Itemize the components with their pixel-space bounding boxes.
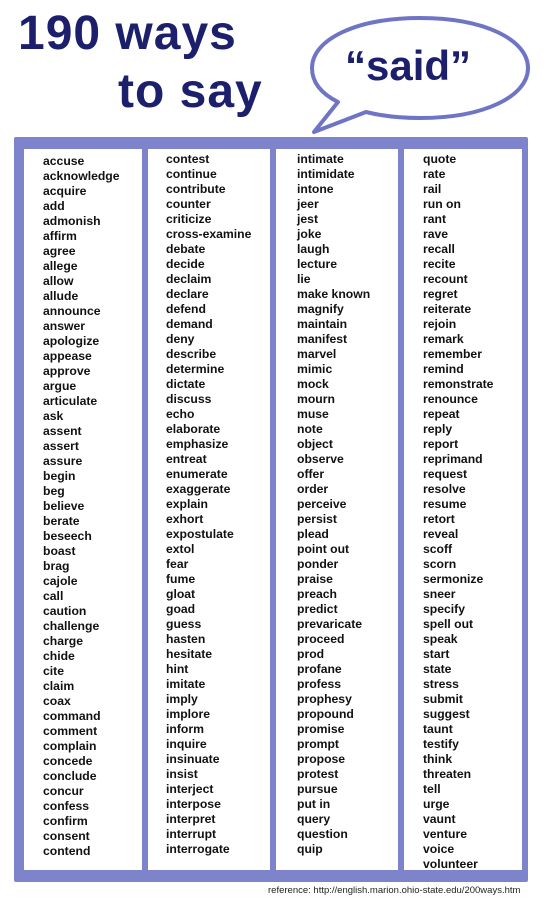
word-item: boast: [43, 544, 76, 558]
title-line-2: to say: [118, 65, 263, 118]
word-item: guess: [166, 617, 202, 631]
word-item: propose: [297, 752, 346, 766]
word-item: interject: [166, 782, 214, 796]
word-item: remark: [423, 332, 464, 346]
word-item: prophesy: [297, 692, 352, 706]
word-item: speak: [423, 632, 458, 646]
word-item: preach: [297, 587, 337, 601]
word-item: think: [423, 752, 453, 766]
word-item: imitate: [166, 677, 206, 691]
word-item: offer: [297, 467, 325, 481]
word-item: articulate: [43, 394, 98, 408]
word-item: hint: [166, 662, 189, 676]
word-item: comment: [43, 724, 98, 738]
word-item: observe: [297, 452, 344, 466]
word-item: suggest: [423, 707, 470, 721]
word-item: declaim: [166, 272, 212, 286]
word-item: contend: [43, 844, 91, 858]
word-item: remonstrate: [423, 377, 494, 391]
word-item: specify: [423, 602, 466, 616]
word-item: intimidate: [297, 167, 355, 181]
word-item: ask: [43, 409, 64, 423]
word-item: brag: [43, 559, 70, 573]
word-item: chide: [43, 649, 75, 663]
word-item: muse: [297, 407, 329, 421]
word-item: jeer: [297, 197, 319, 211]
word-item: remember: [423, 347, 482, 361]
word-item: hesitate: [166, 647, 213, 661]
word-item: add: [43, 199, 65, 213]
word-item: retort: [423, 512, 455, 526]
word-item: recount: [423, 272, 468, 286]
word-item: rate: [423, 167, 446, 181]
word-item: allude: [43, 289, 79, 303]
word-item: praise: [297, 572, 333, 586]
word-column-4: [404, 149, 522, 870]
word-item: gloat: [166, 587, 196, 601]
word-item: remind: [423, 362, 464, 376]
word-item: taunt: [423, 722, 453, 736]
word-item: mimic: [297, 362, 333, 376]
word-item: elaborate: [166, 422, 221, 436]
word-item: make known: [297, 287, 371, 301]
word-item: prod: [297, 647, 325, 661]
word-item: assure: [43, 454, 83, 468]
word-item: perceive: [297, 497, 347, 511]
word-item: expostulate: [166, 527, 234, 541]
word-item: venture: [423, 827, 468, 841]
word-item: beg: [43, 484, 65, 498]
word-item: resolve: [423, 482, 466, 496]
word-column-3: [276, 149, 398, 870]
word-item: joke: [297, 227, 322, 241]
word-item: intimate: [297, 152, 344, 166]
word-item: criticize: [166, 212, 212, 226]
word-item: regret: [423, 287, 458, 301]
word-item: manifest: [297, 332, 348, 346]
page-title: [18, 8, 263, 118]
word-item: protest: [297, 767, 339, 781]
word-item: propound: [297, 707, 354, 721]
word-item: begin: [43, 469, 76, 483]
word-item: recall: [423, 242, 455, 256]
word-item: confess: [43, 799, 90, 813]
word-item: announce: [43, 304, 101, 318]
word-item: promise: [297, 722, 345, 736]
word-item: insinuate: [166, 752, 220, 766]
word-item: contribute: [166, 182, 226, 196]
word-item: acquire: [43, 184, 87, 198]
bubble-text: “said”: [345, 42, 472, 89]
word-item: reprimand: [423, 452, 483, 466]
word-item: vaunt: [423, 812, 456, 826]
word-item: profane: [297, 662, 342, 676]
word-item: exaggerate: [166, 482, 231, 496]
word-item: marvel: [297, 347, 337, 361]
word-item: query: [297, 812, 331, 826]
word-item: call: [43, 589, 64, 603]
word-item: ponder: [297, 557, 339, 571]
word-item: scoff: [423, 542, 453, 556]
word-item: repeat: [423, 407, 460, 421]
word-item: intone: [297, 182, 334, 196]
word-item: rejoin: [423, 317, 457, 331]
word-item: point out: [297, 542, 350, 556]
title-line-1: 190 ways: [18, 7, 237, 60]
word-item: command: [43, 709, 101, 723]
word-item: fume: [166, 572, 196, 586]
word-item: spell out: [423, 617, 474, 631]
word-item: maintain: [297, 317, 348, 331]
word-item: apologize: [43, 334, 100, 348]
word-item: recite: [423, 257, 456, 271]
word-item: claim: [43, 679, 75, 693]
word-item: inform: [166, 722, 204, 736]
word-item: volunteer: [423, 857, 478, 871]
word-item: rant: [423, 212, 447, 226]
word-item: note: [297, 422, 323, 436]
word-item: reveal: [423, 527, 459, 541]
word-item: beseech: [43, 529, 92, 543]
word-item: declare: [166, 287, 209, 301]
word-item: mock: [297, 377, 329, 391]
word-item: mourn: [297, 392, 335, 406]
word-item: goad: [166, 602, 196, 616]
word-item: cajole: [43, 574, 78, 588]
word-item: profess: [297, 677, 342, 691]
word-item: imply: [166, 692, 198, 706]
word-item: admonish: [43, 214, 101, 228]
word-item: debate: [166, 242, 206, 256]
word-item: interrogate: [166, 842, 230, 856]
word-item: persist: [297, 512, 337, 526]
word-item: assent: [43, 424, 82, 438]
word-item: coax: [43, 694, 71, 708]
word-item: concur: [43, 784, 84, 798]
word-item: continue: [166, 167, 217, 181]
word-item: urge: [423, 797, 450, 811]
word-item: rave: [423, 227, 449, 241]
word-item: tell: [423, 782, 441, 796]
word-item: complain: [43, 739, 97, 753]
word-item: answer: [43, 319, 86, 333]
word-item: start: [423, 647, 450, 661]
word-item: berate: [43, 514, 80, 528]
word-item: renounce: [423, 392, 478, 406]
word-item: proceed: [297, 632, 345, 646]
word-item: magnify: [297, 302, 344, 316]
word-item: pursue: [297, 782, 338, 796]
word-item: discuss: [166, 392, 212, 406]
word-item: quote: [423, 152, 457, 166]
word-item: object: [297, 437, 333, 451]
word-item: enumerate: [166, 467, 228, 481]
word-item: conclude: [43, 769, 97, 783]
word-item: voice: [423, 842, 455, 856]
word-item: echo: [166, 407, 195, 421]
word-item: sneer: [423, 587, 456, 601]
word-item: hasten: [166, 632, 206, 646]
word-item: inquire: [166, 737, 207, 751]
word-item: lie: [297, 272, 311, 286]
word-item: determine: [166, 362, 225, 376]
word-item: threaten: [423, 767, 472, 781]
word-item: interpose: [166, 797, 221, 811]
word-item: appease: [43, 349, 92, 363]
word-item: allow: [43, 274, 74, 288]
word-item: allege: [43, 259, 78, 273]
word-item: extol: [166, 542, 195, 556]
word-column-2: [148, 149, 270, 870]
word-item: decide: [166, 257, 205, 271]
word-item: resume: [423, 497, 467, 511]
word-item: stress: [423, 677, 459, 691]
word-item: assert: [43, 439, 79, 453]
word-item: approve: [43, 364, 91, 378]
word-item: predict: [297, 602, 338, 616]
word-item: sermonize: [423, 572, 484, 586]
word-item: quip: [297, 842, 323, 856]
word-item: plead: [297, 527, 329, 541]
word-item: order: [297, 482, 329, 496]
word-item: exhort: [166, 512, 204, 526]
word-item: laugh: [297, 242, 330, 256]
word-item: cross-examine: [166, 227, 252, 241]
word-item: submit: [423, 692, 463, 706]
word-item: prevaricate: [297, 617, 363, 631]
word-item: acknowledge: [43, 169, 120, 183]
word-item: entreat: [166, 452, 207, 466]
word-item: report: [423, 437, 459, 451]
word-item: explain: [166, 497, 208, 511]
word-item: emphasize: [166, 437, 229, 451]
word-item: describe: [166, 347, 217, 361]
word-item: argue: [43, 379, 77, 393]
word-item: confirm: [43, 814, 88, 828]
word-item: lecture: [297, 257, 337, 271]
word-item: put in: [297, 797, 331, 811]
word-item: implore: [166, 707, 211, 721]
word-item: state: [423, 662, 452, 676]
word-item: concede: [43, 754, 93, 768]
reference-note: reference: http://english.marion.ohio-state.edu/200ways.htm: [268, 885, 521, 896]
word-item: request: [423, 467, 468, 481]
word-item: fear: [166, 557, 189, 571]
word-item: agree: [43, 244, 76, 258]
word-item: accuse: [43, 154, 85, 168]
word-item: prompt: [297, 737, 339, 751]
word-item: dictate: [166, 377, 206, 391]
word-item: demand: [166, 317, 213, 331]
word-item: jest: [297, 212, 319, 226]
word-item: caution: [43, 604, 87, 618]
word-item: question: [297, 827, 348, 841]
word-column-1: [24, 149, 142, 870]
word-item: deny: [166, 332, 195, 346]
word-item: charge: [43, 634, 83, 648]
word-item: scorn: [423, 557, 457, 571]
word-item: believe: [43, 499, 85, 513]
word-item: run on: [423, 197, 461, 211]
word-item: challenge: [43, 619, 100, 633]
word-item: affirm: [43, 229, 77, 243]
word-item: cite: [43, 664, 65, 678]
word-item: testify: [423, 737, 459, 751]
word-item: reply: [423, 422, 453, 436]
word-item: rail: [423, 182, 442, 196]
word-item: interpret: [166, 812, 216, 826]
word-item: reiterate: [423, 302, 472, 316]
word-item: contest: [166, 152, 210, 166]
word-item: insist: [166, 767, 198, 781]
word-item: counter: [166, 197, 211, 211]
word-item: interrupt: [166, 827, 217, 841]
word-item: consent: [43, 829, 90, 843]
word-item: defend: [166, 302, 206, 316]
